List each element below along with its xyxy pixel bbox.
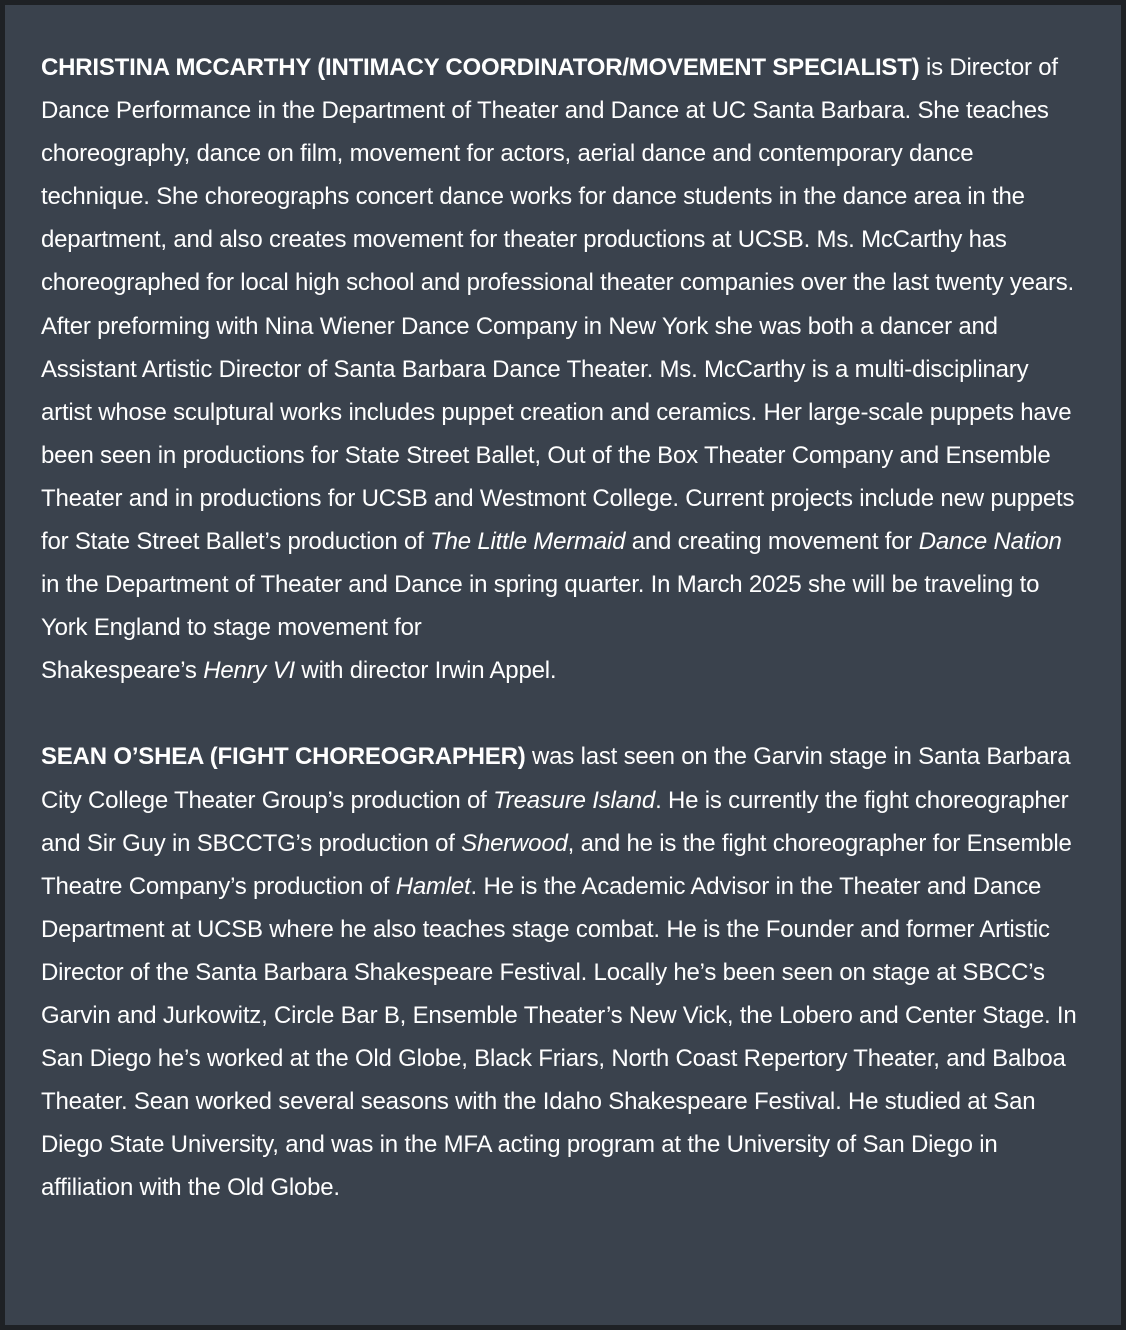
production-title: The Little Mermaid — [430, 528, 626, 556]
bio-text: , and he is the fight choreographer for Ensemble Theatre Company’s production of — [41, 829, 1072, 900]
bio-name: SEAN O’SHEA (FIGHT CHOREOGRAPHER) — [41, 743, 526, 771]
bio-text: in the Department of Theater and Dance in spring quarter. In March 2025 she will be traveling to York England to stage movement for — [41, 571, 1040, 642]
production-title: Dance Nation — [918, 528, 1062, 556]
bio-sean-oshea — [41, 735, 1083, 1209]
bio-text: and creating movement for — [625, 528, 919, 556]
bio-christina-mccarthy — [41, 46, 1083, 692]
production-title: Treasure Island — [493, 786, 656, 814]
bio-text: with director Irwin Appel. — [294, 657, 557, 685]
bio-text: was last seen on the Garvin stage in Santa Barbara City College Theater Group’s production of — [41, 743, 1071, 814]
bio-panel — [5, 5, 1121, 1325]
bio-name: CHRISTINA MCCARTHY (INTIMACY COORDINATOR/MOVEMENT SPECIALIST) — [41, 54, 920, 81]
bio-text: is Director of Dance Performance in the Department of Theater and Dance at UC Santa Barbara. She teaches choreography, dance on film, movement for actors, aerial dance and contemporary dance technique. She choreographs concert dance works for dance students in the dance area in the department, and also creates movement for theater productions at UCSB. Ms. McCarthy has choreographed for local high school and professional theater companies over the last twenty years. After preforming with Nina Wiener Dance Company in New York she was both a dancer and Assistant Artistic Director of Santa Barbara Dance Theater. Ms. McCarthy is a multi-disciplinary artist whose sculptural works includes puppet creation and ceramics. Her large-scale puppets have been seen in productions for State Street Ballet, Out of the Box Theater Company and Ensemble Theater and in productions for UCSB and Westmont College. Current projects include new puppets for State Street Ballet’s production of — [41, 54, 1075, 556]
production-title: Henry VI — [203, 657, 295, 685]
bio-text: Shakespeare’s — [41, 657, 204, 685]
production-title: Hamlet — [395, 872, 471, 900]
bio-text: . He is currently the fight choreographer and Sir Guy in SBCCTG’s production of — [41, 786, 1069, 857]
bio-text: . He is the Academic Advisor in the Theater and Dance Department at UCSB where he also teaches stage combat. He is the Founder and former Artistic Director of the Santa Barbara Shakespeare Festival. Locally he’s been seen on stage at SBCC’s Garvin and Jurkowitz, Circle Bar B, Ensemble Theater’s New Vick, the Lobero and Center Stage. In San Diego he’s worked at the Old Globe, Black Friars, North Coast Repertory Theater, and Balboa Theater. Sean worked several seasons with the Idaho Shakespeare Festival. He studied at San Diego State University, and was in the MFA acting program at the University of San Diego in affiliation with the Old Globe. — [41, 872, 1077, 1202]
production-title: Sherwood — [461, 829, 568, 857]
